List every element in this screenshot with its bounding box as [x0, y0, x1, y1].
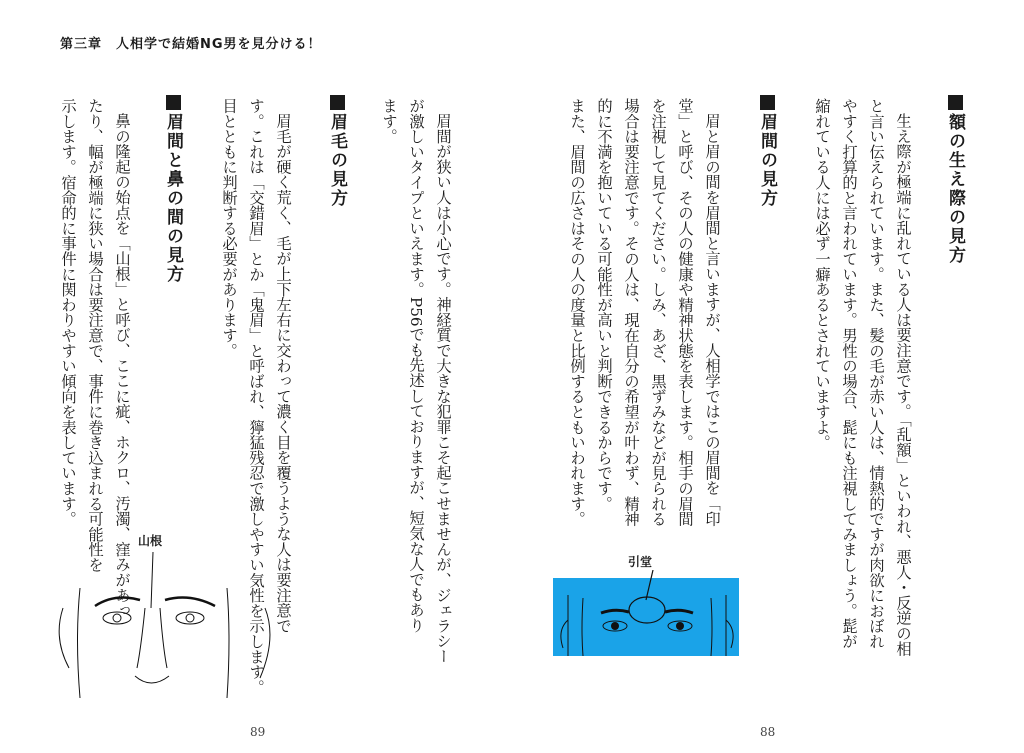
text-line: す。これは「交錯眉」とか「鬼眉」と呼ばれ、獰猛残忍で激しやすい気性を示します。	[247, 98, 265, 695]
text-line: を注視して見てください。しみ、あざ、黒ずみなどが見られる	[649, 98, 667, 527]
heading-text: 眉間の見方	[757, 113, 777, 208]
text-line: 目とともに判断する必要があります。	[220, 98, 238, 359]
text-line: また、眉間の広さはその人の度量と比例するともいわれます。	[568, 98, 586, 527]
paragraph-forehead	[808, 98, 916, 678]
text-line: と言い伝えられています。また、髪の毛が赤い人は、情熱的ですが肉欲におぼれ	[867, 98, 885, 649]
illustration-label-sankon: 山根	[138, 534, 163, 548]
heading-square-icon	[330, 95, 345, 110]
text-line: 眉毛が硬く荒く、毛が上下左右に交わって濃く目を覆うような人は要注意で	[274, 113, 292, 634]
heading-text: 眉間と鼻の間の見方	[163, 113, 183, 284]
section-heading-nose-bridge	[159, 95, 186, 284]
text-line: 的に不満を抱いている可能性が高いと判断できるからです。	[595, 98, 613, 512]
section-heading-eyebrows	[323, 95, 350, 208]
face-illustration-blue	[553, 570, 739, 656]
heading-square-icon	[166, 95, 181, 110]
paragraph-nose-bridge	[54, 98, 135, 619]
chapter-header: 第三章 人相学で結婚NG男を見分ける！	[60, 37, 322, 52]
text-line: 眉間が狭い人は小心です。神経質で大きな犯罪こそ起こせませんが、ジェラシー	[434, 113, 452, 665]
heading-square-icon	[760, 95, 775, 110]
heading-text: 眉毛の見方	[327, 113, 347, 208]
text-line: が激しいタイプといえます。P56でも先述しておりますが、短気な人でもあり	[407, 98, 425, 633]
section-heading-forehead	[941, 95, 968, 265]
text-line: やすく打算的と言われています。男性の場合、髭にも注視してみましょう。髭が	[840, 98, 858, 649]
heading-square-icon	[948, 95, 963, 110]
text-line: 場合は要注意です。その人は、現在自分の希望が叶わず、精神	[622, 98, 640, 527]
page-number-right: 88	[760, 725, 776, 739]
page-number-left: 89	[250, 725, 266, 739]
illustration-label-intang: 引堂	[628, 555, 653, 569]
text-line: たり、幅が極端に狭い場合は要注意で、事件に巻き込まれる可能性を	[86, 98, 104, 573]
paragraph-narrow-glabella	[375, 98, 456, 678]
text-line: 鼻の隆起の始点を「山根」と呼び、ここに疵、ホクロ、汚濁、窪みがあっ	[113, 113, 131, 619]
heading-text: 額の生え際の見方	[945, 113, 965, 265]
text-line: 生え際が極端に乱れている人は要注意です。「乱額」といわれ、悪人・反逆の相	[894, 113, 912, 657]
text-line: 堂」と呼び、その人の健康や精神状態を表します。相手の眉間	[676, 98, 694, 527]
section-heading-glabella	[753, 95, 780, 208]
face-illustration-lineart	[55, 548, 285, 698]
text-line: 眉と眉の間を眉間と言いますが、人相学ではこの眉間を「印	[703, 113, 721, 527]
text-line: 縮れている人には必ず一癖あるとされていますよ。	[813, 98, 831, 450]
text-line: ます。	[380, 98, 398, 144]
text-line: 示します。宿命的に事件に関わりやすい傾向を表しています。	[59, 98, 77, 527]
